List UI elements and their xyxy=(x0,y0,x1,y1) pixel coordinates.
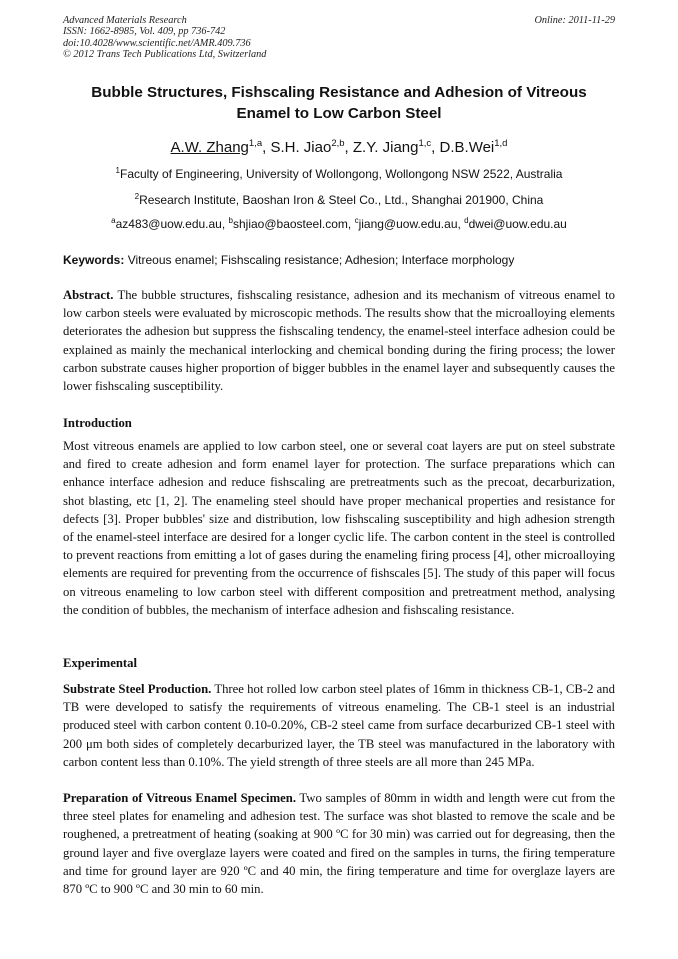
email-sup: b xyxy=(228,216,233,225)
subsection-text: Three hot rolled low carbon steel plates of 16mm in thickness CB-1, CB-2 and TB were developed to satisfy the requirements of vitreous enameling. The CB-1 steel is an industrial produced steel with carbon content 0.10-0.20%, CB-2 steel came from surface decarburized CB-1 steel with 200 μm both sides of completely decarburized layer, the TB steel was manufactured in the laboratory with carbon content less than 0.10%. The yield strength of three steels are all more than 245 MPa. xyxy=(63,682,615,769)
introduction-text: Most vitreous enamels are applied to low carbon steel, one or several coat layers are put on steel substrate and fired to create adhesion and form enamel layer for protection. The surface preparations which can enhance interface adhesion and reduce fishscaling are pretreatments such as the precoat, decarburization, shot blasting, etc [1, 2]. The enameling steel should have proper mechanical properties and resistance for defects [3]. Proper bubbles' size and distribution, low fishscaling susceptibility and high adhesion strength of the enamel-steel interface are desired for a longer cyclic life. The carbon content in the steel is controlled to prevent reactions from emitting a lot of gases during the enameling firing process [4], other microalloying elements are required for preventing from the occurrence of fishscales [5]. The study of this paper will focus on vitreous enameling to low carbon steel with different composition and pretreatment method, analysing the condition of bubbles, the mechanism of interface adhesion and fishscaling resistance. xyxy=(63,439,615,617)
affiliation-text: Faculty of Engineering, University of Wollongong, Wollongong NSW 2522, Australia xyxy=(119,167,563,181)
journal-header xyxy=(63,15,615,61)
journal-copyright: © 2012 Trans Tech Publications Ltd, Switzerland xyxy=(63,49,267,61)
author-sup: 1,a xyxy=(248,138,263,149)
affiliation-sup: 2 xyxy=(134,192,140,201)
abstract-label: Abstract. xyxy=(63,288,114,302)
keywords-text: Vitreous enamel; Fishscaling resistance; Adhesion; Interface morphology xyxy=(124,253,515,267)
abstract xyxy=(63,286,615,395)
section-heading-experimental: Experimental xyxy=(63,656,138,670)
email-sup: c xyxy=(354,216,359,225)
affiliation-sup: 1 xyxy=(115,166,120,175)
online-date: Online: 2011-11-29 xyxy=(534,15,615,26)
keywords-label: Keywords: xyxy=(63,253,125,267)
subsection-label: Preparation of Vitreous Enamel Specimen. xyxy=(63,791,296,805)
author-emails xyxy=(63,214,615,231)
journal-doi: doi:10.4028/www.scientific.net/AMR.409.736 xyxy=(63,37,251,49)
keywords xyxy=(63,253,615,267)
paper-title: Bubble Structures, Fishscaling Resistance and Adhesion of Vitreous Enamel to Low Carbon Steel xyxy=(91,84,587,122)
author-name: S.H. Jiao xyxy=(270,139,332,156)
author-name: D.B.Wei xyxy=(439,139,495,156)
abstract-text: The bubble structures, fishscaling resistance, adhesion and its mechanism of vitreous enamel to low carbon steels were evaluated by microscopic methods. The results show that the microalloying elements deteriorates the adhesion but suppress the fishscaling tendency, the enamel-steel interface adhesion could be explained as mainly the mechanical interlocking and chemical bonding during the firing process; the lower carbon substrate causes higher proportion of bigger bubbles in the enamel layer and subsequently causes the lower fishscaling susceptibility. xyxy=(63,288,615,394)
experimental-substrate xyxy=(63,680,615,771)
email-sup: d xyxy=(464,216,469,225)
affiliation-text: Research Institute, Baoshan Iron & Steel Co., Ltd., Shanghai 201900, China xyxy=(139,193,544,207)
author-name: A.W. Zhang xyxy=(170,139,249,156)
section-heading-introduction: Introduction xyxy=(63,416,132,430)
author-sup: 1,c xyxy=(418,138,432,149)
author-sup: 2,b xyxy=(331,138,345,149)
experimental-preparation xyxy=(63,789,615,898)
email-link[interactable]: jiang@uow.edu.au, xyxy=(358,217,465,231)
affiliation-1 xyxy=(63,164,615,181)
subsection-label: Substrate Steel Production. xyxy=(63,682,212,696)
author-separator: , xyxy=(344,139,353,156)
journal-name: Advanced Materials Research xyxy=(63,15,187,26)
author-separator: , xyxy=(262,139,271,156)
affiliation-2 xyxy=(63,190,615,207)
email-sup: a xyxy=(111,216,116,225)
email-link[interactable]: dwei@uow.edu.au xyxy=(468,217,567,231)
author-separator: , xyxy=(431,139,440,156)
journal-issn: ISSN: 1662-8985, Vol. 409, pp 736-742 xyxy=(63,26,226,38)
email-link[interactable]: az483@uow.edu.au, xyxy=(115,217,229,231)
email-link[interactable]: shjiao@baosteel.com, xyxy=(232,217,355,231)
author-sup: 1,d xyxy=(494,138,508,149)
author-name: Z.Y. Jiang xyxy=(352,139,419,156)
author-list xyxy=(63,134,615,158)
subsection-text: Two samples of 80mm in width and length were cut from the three steel plates for enameling and adhesion test. The surface was shot blasted to remove the scale and be roughened, a pretreatment of heating (soaking at 900 ºC for 30 min) was carried out for degreasing, then the ground layer and five overglaze layers were coated and fired on the samples in turns, the firing temperature and time for ground layer are 920 ºC and 40 min, the firing temperature and time for overglaze layers are 870 ºC to 900 ºC and 30 min to 60 min. xyxy=(63,791,615,897)
